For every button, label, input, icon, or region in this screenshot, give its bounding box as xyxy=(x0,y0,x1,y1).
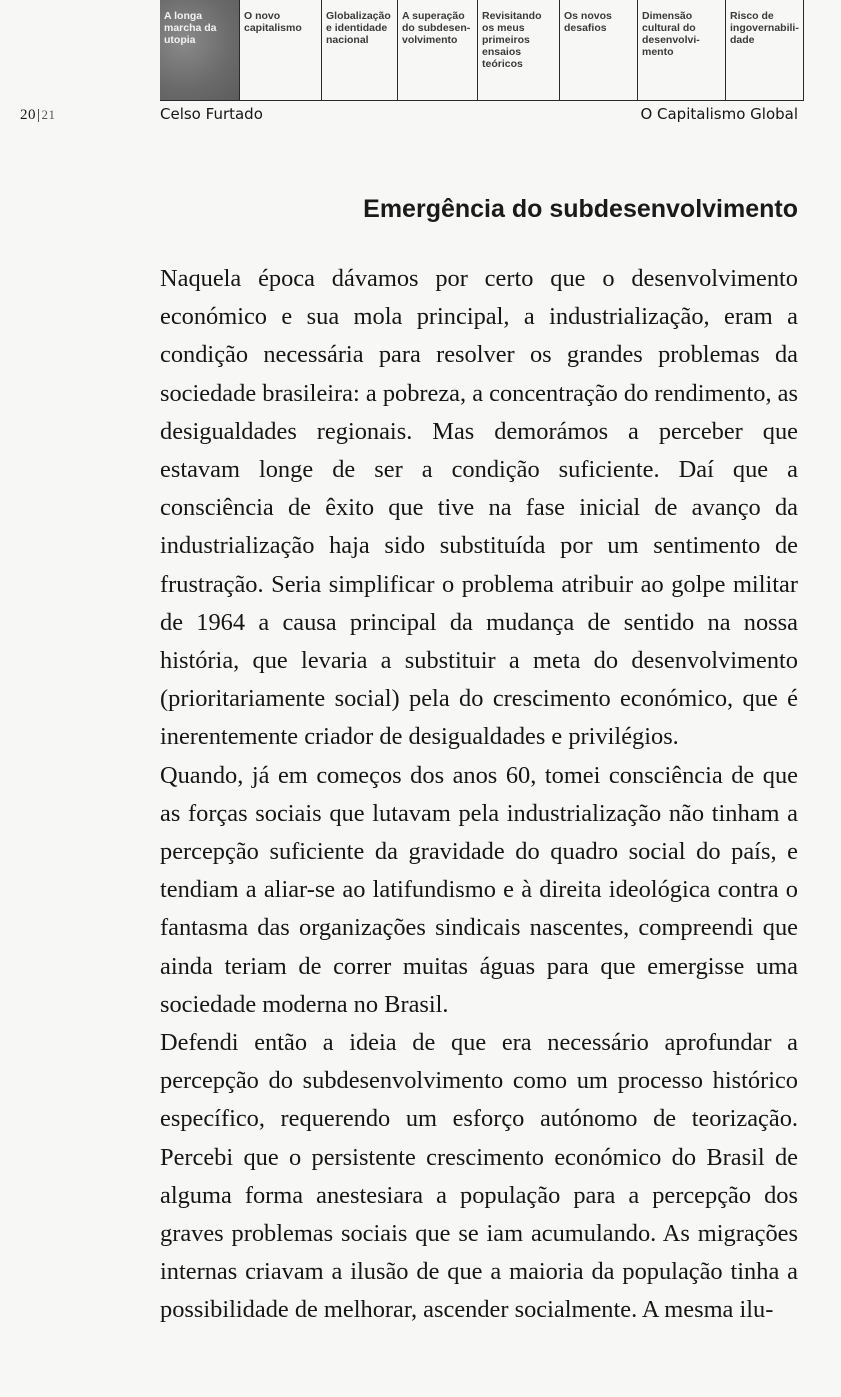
page-number-separator: | xyxy=(37,107,41,123)
page-numbers xyxy=(20,107,56,124)
page-number-right: 21 xyxy=(41,107,56,122)
tab-o-novo-capitalismo[interactable]: O novo capitalismo xyxy=(240,0,322,100)
article-body xyxy=(160,260,798,1330)
tab-globalizacao-e-identidade-nacional[interactable]: Globalização e identidade nacional xyxy=(322,0,398,100)
running-header-author: Celso Furtado xyxy=(160,105,263,123)
paragraph: Quando, já em começos dos anos 60, tomei consciência de que as forças sociais que lutavam pela industrialização não tinham a percepção suficiente da gravidade do quadro social do país, e tendiam a aliar-se ao latifundismo e à direita ideológica contra o fantasma das organizações sindicais nascentes, compreendi que ainda teriam de correr muitas águas para que emergisse uma sociedade moderna no Brasil. xyxy=(160,761,798,1018)
tab-dimensao-cultural-do-desenvolvimento[interactable]: Dimensão cultural do desenvolvi- mento xyxy=(638,0,726,100)
running-header-book-title: O Capitalismo Global xyxy=(640,105,798,123)
paragraph: Defendi então a ideia de que era necessário aprofundar a percepção do subdesenvolvimento como um processo histórico específico, requerendo um esforço autónomo de teorização. Percebi que o persistente crescimento económico do Brasil de alguma forma anestesiara a população para a percepção dos graves problemas sociais que se iam acumulando. As migrações internas criavam a ilusão de que a maioria da população tinha a possibilidade de melhorar, ascender socialmente. A mesma ilu- xyxy=(160,1029,798,1324)
paragraph: Naquela época dávamos por certo que o desenvolvimento económico e sua mola principal, a industrialização, eram a condição necessária para resolver os grandes problemas da sociedade brasileira: a pobreza, a concentração do rendimento, as desigualdades regionais. Mas demorámos a perceber que estavam longe de ser a condição suficiente. Daí que a consciência de êxito que tive na fase inicial de avanço da industrialização haja sido substituída por um sentimento de frustração. Seria simplificar o problema atribuir ao golpe militar de 1964 a causa principal da mudança de sentido na nossa história, que levaria a substituir a meta do desenvolvimento (prioritariamente social) pela do crescimento económico, que é inerentemente criador de desigualdades e privilégios. xyxy=(160,265,798,751)
page-number-left: 20 xyxy=(20,107,36,123)
chapter-tabs xyxy=(160,0,804,101)
section-heading: Emergência do subdesenvolvimento xyxy=(363,195,798,223)
tab-a-superacao-do-subdesenvolvimento[interactable]: A superação do subdesen- volvimento xyxy=(398,0,478,100)
tab-risco-de-ingovernabilidade[interactable]: Risco de ingovernabili- dade xyxy=(726,0,804,100)
tab-os-novos-desafios[interactable]: Os novos desafios xyxy=(560,0,638,100)
tab-revisitando-os-meus-primeiros-ensaios[interactable]: Revisitando os meus primeiros ensaios teóricos xyxy=(478,0,560,100)
tab-a-longa-marcha-da-utopia[interactable]: A longa marcha da utopia xyxy=(160,0,240,100)
